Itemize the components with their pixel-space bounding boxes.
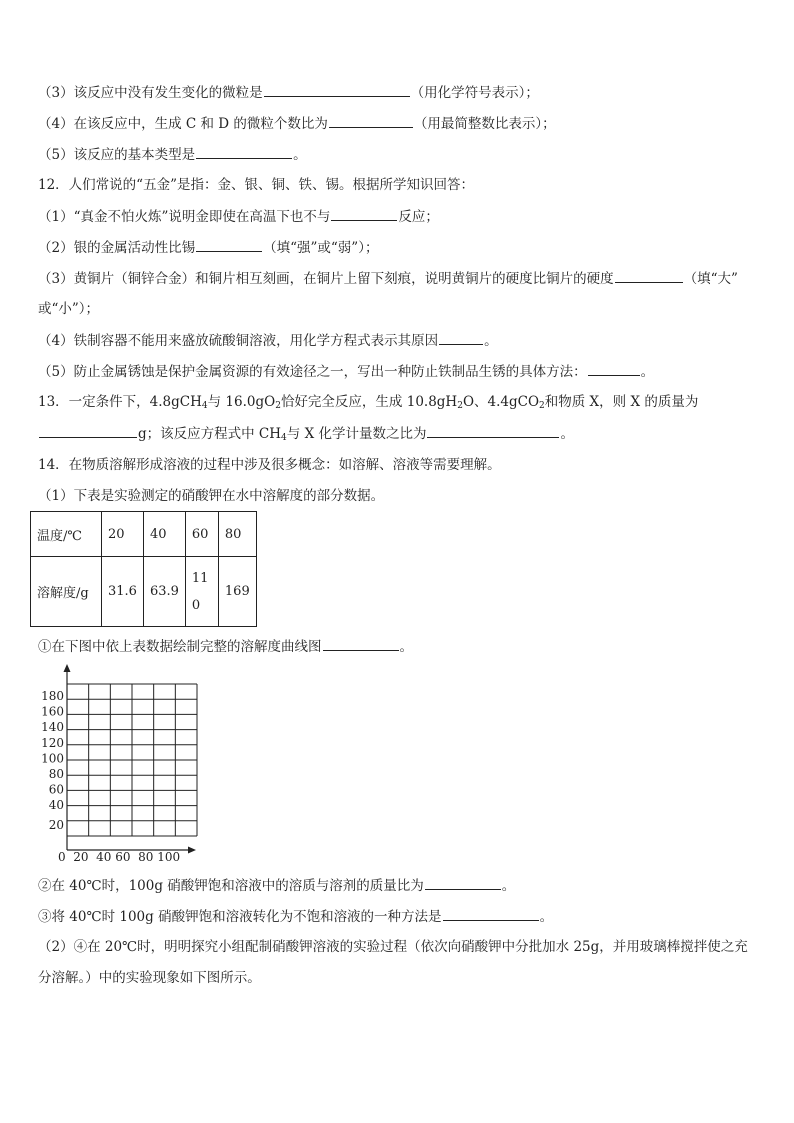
q14-instruction-2: ②在 40℃时，100g 硝酸钾饱和溶液中的溶质与溶剂的质量比为 。 (38, 878, 516, 894)
table-cell: 20 (102, 512, 144, 557)
q13-line-2: g；该反应方程式中 $CH_4$与 X 化学计量数之比为 。 (38, 424, 574, 443)
answer-blank[interactable] (329, 114, 413, 128)
x-tick-labels: 0 20 40 60 80 100 (58, 850, 181, 864)
table-cell: 11 0 (185, 557, 218, 627)
q14-sub-1: （1）下表是实验测定的硝酸钾在水中溶解度的部分数据。 (38, 488, 385, 504)
table-cell: 31.6 (102, 557, 144, 627)
answer-blank[interactable] (425, 876, 501, 890)
y-tick-label: 40 (48, 798, 64, 813)
x-axis-arrow (188, 847, 196, 854)
y-tick-label: 80 (48, 767, 64, 781)
q14-sub-2: （2）④在 20℃时，明明探究小组配制硝酸钾溶液的实验过程（依次向硝酸钾中分批加水 25g，并用玻璃棒搅拌使之充 (38, 939, 748, 955)
table-header: 温度/℃ (31, 512, 102, 557)
solubility-table (30, 511, 257, 627)
table-cell: 80 (218, 512, 256, 557)
answer-blank[interactable] (331, 207, 397, 221)
table-row (31, 512, 257, 557)
q12-line-1: （1）“真金不怕火炼”说明金即使在高温下也不与 反应； (38, 209, 439, 225)
q11-line-4: （4）在该反应中，生成 C 和 D 的微粒个数比为 （用最简整数比表示）； (38, 116, 556, 132)
q13-line-1: 13．一定条件下，4.8gCH$_4$与 $16.0gO_2$恰好完全反应，生成 $10.8gH_2O$、4.4gCO$_2$和物质 X，则 X 的质量为 (38, 394, 699, 411)
y-tick-label: 160 (41, 704, 64, 719)
y-tick-label: 60 (48, 782, 64, 797)
q14-sub-2-cont: 分溶解。）中的实验现象如下图所示。 (38, 970, 261, 986)
q12-intro: 12．人们常说的“五金”是指：金、银、铜、铁、锡。根据所学知识回答： (38, 177, 474, 193)
answer-blank[interactable] (264, 83, 410, 97)
grid-svg (30, 662, 220, 867)
table-header: 溶解度/g (31, 557, 102, 627)
q14-instruction-1: ①在下图中依上表数据绘制完整的溶解度曲线图 。 (38, 639, 413, 655)
q11-line-5: （5）该反应的基本类型是 。 (38, 147, 307, 163)
q12-line-5: （5）防止金属锈蚀是保护金属资源的有效途径之一，写出一种防止铁制品生锈的具体方法： 。 (38, 364, 655, 380)
answer-blank[interactable] (196, 145, 292, 159)
table-cell: 169 (218, 557, 256, 627)
q14-intro: 14．在物质溶解形成溶液的过程中涉及很多概念：如溶解、溶液等需要理解。 (38, 457, 501, 473)
answer-blank[interactable] (443, 907, 539, 921)
table-cell: 40 (143, 512, 185, 557)
answer-blank[interactable] (439, 331, 483, 345)
solubility-grid (30, 662, 220, 867)
q12-line-2: （2）银的金属活动性比锡 （填“强”或“弱”）； (38, 240, 379, 256)
q12-line-3: （3）黄铜片（铜锌合金）和铜片相互刻画，在铜片上留下刻痕，说明黄铜片的硬度比铜片的硬度 （填“大” (38, 271, 738, 287)
y-tick-label: 20 (48, 817, 64, 832)
table-cell: 63.9 (143, 557, 185, 627)
y-tick-label: 120 (41, 735, 64, 750)
table-cell: 60 (185, 512, 218, 557)
answer-blank[interactable] (615, 269, 683, 283)
q11-line-3: （3）该反应中没有发生变化的微粒是 （用化学符号表示）； (38, 85, 539, 101)
q14-instruction-3: ③将 40℃时 100g 硝酸钾饱和溶液转化为不饱和溶液的一种方法是 。 (38, 909, 554, 925)
y-axis-arrow (64, 664, 71, 672)
q12-line-4: （4）铁制容器不能用来盛放硫酸铜溶液，用化学方程式表示其原因 。 (38, 333, 498, 349)
answer-blank[interactable] (196, 238, 262, 252)
q12-line-3-cont: 或“小”）； (38, 301, 100, 317)
table-row (31, 557, 257, 627)
y-tick-label: 140 (41, 720, 64, 735)
y-tick-label: 180 (41, 689, 64, 703)
answer-blank[interactable] (427, 424, 559, 438)
answer-blank[interactable] (39, 424, 137, 438)
y-tick-label: 100 (41, 751, 64, 766)
answer-blank[interactable] (588, 362, 640, 376)
answer-blank[interactable] (323, 637, 399, 651)
